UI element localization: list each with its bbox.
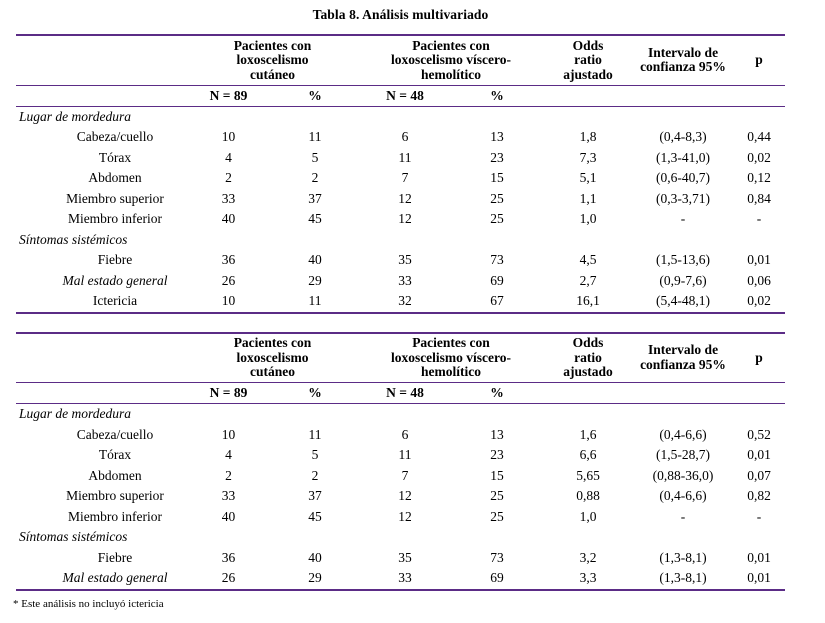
cell-value: 7,3	[579, 149, 597, 165]
subheader-pct-visceral: %	[451, 383, 543, 404]
row-label: Cabeza/cuello	[76, 129, 154, 144]
column-header-cutaneo-label: Pacientes con loxoscelismo cutáneo	[233, 37, 312, 82]
cell-value: 35	[398, 549, 412, 565]
cell-value: 36	[221, 549, 236, 565]
cell-value: 16,1	[576, 293, 600, 308]
table-row	[16, 148, 785, 169]
cell-value: 69	[490, 570, 504, 585]
cell-value: 11	[308, 129, 322, 144]
cell-value: 0,06	[747, 272, 771, 288]
header-spacer	[16, 85, 186, 106]
header-spacer	[543, 85, 633, 106]
column-header-odds-ratio-label: Odds ratio ajustado	[563, 335, 613, 379]
header-spacer	[16, 333, 186, 383]
row-label: Miembro inferior	[67, 508, 163, 524]
cell-value: 29	[308, 570, 322, 585]
cell-value: -	[756, 508, 762, 524]
cell-value: 6,6	[579, 447, 597, 462]
column-header-visceral-label: Pacientes con loxoscelismo víscero-hemolítico	[390, 335, 512, 379]
table-row	[16, 425, 785, 446]
cell-value: 7	[401, 170, 409, 185]
row-label: Fiebre	[97, 549, 133, 565]
table-row	[16, 486, 785, 507]
cell-value: 32	[398, 293, 412, 308]
table-2-header	[16, 333, 785, 404]
table-row	[16, 127, 785, 148]
cell-value: (5,4-48,1)	[656, 293, 710, 308]
header-group-row	[16, 35, 785, 85]
section-row	[16, 404, 785, 425]
cell-value: 45	[308, 211, 322, 226]
column-header-p: p	[733, 333, 785, 383]
table-row	[16, 271, 785, 292]
cell-value: 5	[311, 447, 319, 462]
column-header-p: p	[733, 35, 785, 85]
cell-value: 10	[221, 293, 236, 308]
column-header-odds-ratio-label: Odds ratio ajustado	[563, 37, 613, 82]
section-row	[16, 527, 785, 548]
table-row	[16, 445, 785, 466]
cell-value: 45	[308, 508, 322, 524]
cell-value: 0,01	[747, 447, 771, 462]
row-label: Mal estado general	[62, 570, 168, 585]
column-header-confidence-interval	[633, 35, 733, 85]
cell-value: (1,5-13,6)	[656, 252, 710, 267]
column-header-cutaneo	[186, 35, 359, 85]
header-spacer	[633, 85, 733, 106]
table-1-body	[16, 106, 785, 313]
column-header-odds-ratio	[543, 333, 633, 383]
cell-value: 37	[308, 190, 322, 206]
cell-value: 6	[401, 426, 409, 442]
cell-value: 23	[490, 149, 504, 165]
cell-value: 25	[490, 508, 504, 524]
row-label: Fiebre	[97, 252, 133, 267]
cell-value: 25	[490, 190, 504, 206]
cell-value: (0,88-36,0)	[652, 467, 714, 483]
cell-value: 1,6	[579, 426, 597, 442]
cell-value: 7	[401, 467, 409, 483]
cell-value: 5,1	[579, 170, 597, 185]
cell-value: (1,5-28,7)	[656, 447, 710, 462]
table-title: Tabla 8. Análisis multivariado	[312, 7, 489, 22]
cell-value: 23	[490, 447, 504, 462]
row-label: Tórax	[98, 447, 132, 462]
column-header-confidence-interval	[633, 333, 733, 383]
cell-value: 29	[308, 272, 322, 288]
cell-value: 40	[308, 549, 322, 565]
cell-value: 0,12	[747, 170, 771, 185]
subheader-n-visceral: N = 48	[359, 85, 451, 106]
cell-value: 0,01	[747, 549, 771, 565]
table-row	[16, 466, 785, 487]
row-label: Mal estado general	[62, 272, 168, 288]
cell-value: (0,4-8,3)	[659, 129, 707, 144]
subheader-n-visceral: N = 48	[359, 383, 451, 404]
cell-value: 0,02	[747, 149, 771, 165]
cell-value: 11	[398, 149, 412, 165]
column-header-confidence-interval-label: Intervalo de confianza 95%	[640, 342, 726, 372]
cell-value: 67	[490, 293, 504, 308]
cell-value: 13	[490, 426, 504, 442]
cell-value: (0,3-3,71)	[656, 190, 710, 206]
header-spacer	[543, 383, 633, 404]
cell-value: 33	[398, 570, 412, 585]
cell-value: -	[680, 211, 686, 226]
cell-value: 5	[311, 149, 319, 165]
header-group-row	[16, 333, 785, 383]
cell-value: 12	[398, 211, 412, 226]
header-sub-row	[16, 383, 785, 404]
cell-value: 2	[225, 170, 232, 185]
column-header-cutaneo	[186, 333, 359, 383]
section-row	[16, 230, 785, 251]
column-header-visceral	[359, 35, 543, 85]
cell-value: 36	[221, 252, 236, 267]
cell-value: 0,44	[747, 129, 771, 144]
cell-value: 40	[221, 508, 236, 524]
cell-value: 40	[308, 252, 322, 267]
cell-value: 0,01	[747, 570, 771, 585]
cell-value: 13	[490, 129, 504, 144]
cell-value: 73	[490, 252, 504, 267]
cell-value: 15	[490, 467, 504, 483]
cell-value: 12	[398, 508, 412, 524]
cell-value: (1,3-41,0)	[656, 149, 710, 165]
cell-value: 10	[221, 426, 236, 442]
cell-value: 0,02	[747, 293, 771, 308]
subheader-pct-visceral: %	[451, 85, 543, 106]
cell-value: 12	[398, 488, 412, 503]
cell-value: 1,1	[579, 190, 597, 206]
cell-value: 26	[221, 272, 236, 288]
cell-value: 10	[221, 129, 236, 144]
column-header-visceral	[359, 333, 543, 383]
cell-value: -	[680, 508, 686, 524]
cell-value: 4	[225, 447, 232, 462]
row-label: Abdomen	[88, 467, 142, 483]
cell-value: 2	[311, 467, 319, 483]
header-spacer	[16, 35, 186, 85]
column-header-visceral-label: Pacientes con loxoscelismo víscero-hemolítico	[390, 37, 512, 82]
cell-value: 69	[490, 272, 504, 288]
row-label: Tórax	[98, 149, 132, 165]
table-row	[16, 507, 785, 528]
section-row	[16, 106, 785, 127]
section-label: Síntomas sistémicos	[19, 529, 128, 544]
subheader-n-cutaneo: N = 89	[186, 85, 271, 106]
cell-value: 2	[311, 170, 319, 185]
table-footnote: * Este análisis no incluyó ictericia	[13, 597, 164, 610]
column-header-cutaneo-label: Pacientes con loxoscelismo cutáneo	[233, 335, 312, 379]
subheader-pct-cutaneo: %	[271, 85, 359, 106]
cell-value: 11	[308, 426, 322, 442]
cell-value: 33	[221, 190, 236, 206]
table-row	[16, 209, 785, 230]
cell-value: (1,3-8,1)	[659, 570, 707, 585]
cell-value: 26	[221, 570, 236, 585]
cell-value: 33	[398, 272, 412, 288]
cell-value: (1,3-8,1)	[659, 549, 707, 565]
subheader-pct-cutaneo: %	[271, 383, 359, 404]
row-label: Abdomen	[88, 170, 142, 185]
cell-value: 2	[225, 467, 232, 483]
cell-value: 33	[221, 488, 236, 503]
cell-value: 1,8	[579, 129, 597, 144]
cell-value: 4	[225, 149, 232, 165]
cell-value: 0,82	[747, 488, 771, 503]
cell-value: (0,4-6,6)	[659, 488, 707, 503]
cell-value: 5,65	[576, 467, 600, 483]
row-label: Miembro inferior	[67, 211, 163, 226]
table-row	[16, 568, 785, 590]
table-row	[16, 548, 785, 569]
cell-value: 1,0	[579, 211, 597, 226]
cell-value: 1,0	[579, 508, 597, 524]
table-row	[16, 189, 785, 210]
table-row	[16, 168, 785, 189]
column-header-odds-ratio	[543, 35, 633, 85]
section-label: Lugar de mordedura	[19, 108, 132, 124]
cell-value: 0,84	[747, 190, 771, 206]
cell-value: 0,07	[747, 467, 771, 483]
cell-value: 37	[308, 488, 322, 503]
section-label: Lugar de mordedura	[19, 406, 132, 421]
subheader-n-cutaneo: N = 89	[186, 383, 271, 404]
cell-value: 35	[398, 252, 412, 267]
cell-value: 0,01	[747, 252, 771, 267]
header-spacer	[733, 383, 785, 404]
cell-value: 15	[490, 170, 504, 185]
header-spacer	[733, 85, 785, 106]
cell-value: 11	[398, 447, 412, 462]
cell-value: (0,9-7,6)	[659, 272, 707, 288]
section-label: Síntomas sistémicos	[19, 231, 128, 247]
cell-value: 12	[398, 190, 412, 206]
multivariate-table-1	[16, 34, 785, 314]
table-1-header	[16, 35, 785, 106]
table-row	[16, 250, 785, 271]
cell-value: 0,52	[747, 426, 771, 442]
cell-value: 3,3	[579, 570, 597, 585]
cell-value: 73	[490, 549, 504, 565]
cell-value: 4,5	[579, 252, 597, 267]
row-label: Ictericia	[92, 293, 138, 308]
cell-value: 3,2	[579, 549, 597, 565]
cell-value: 6	[401, 129, 409, 144]
cell-value: 0,88	[576, 488, 600, 503]
table-2-body	[16, 404, 785, 590]
header-spacer	[633, 383, 733, 404]
header-spacer	[16, 383, 186, 404]
header-sub-row	[16, 85, 785, 106]
cell-value: (0,4-6,6)	[659, 426, 707, 442]
cell-value: -	[756, 211, 762, 226]
multivariate-table-2	[16, 332, 785, 591]
cell-value: 25	[490, 488, 504, 503]
column-header-confidence-interval-label: Intervalo de confianza 95%	[640, 44, 726, 75]
row-label: Cabeza/cuello	[76, 426, 154, 442]
row-label: Miembro superior	[66, 488, 164, 503]
cell-value: 40	[221, 211, 236, 226]
cell-value: 25	[490, 211, 504, 226]
cell-value: 11	[308, 293, 322, 308]
row-label: Miembro superior	[66, 190, 164, 206]
table-row	[16, 291, 785, 313]
cell-value: 2,7	[579, 272, 597, 288]
cell-value: (0,6-40,7)	[656, 170, 710, 185]
